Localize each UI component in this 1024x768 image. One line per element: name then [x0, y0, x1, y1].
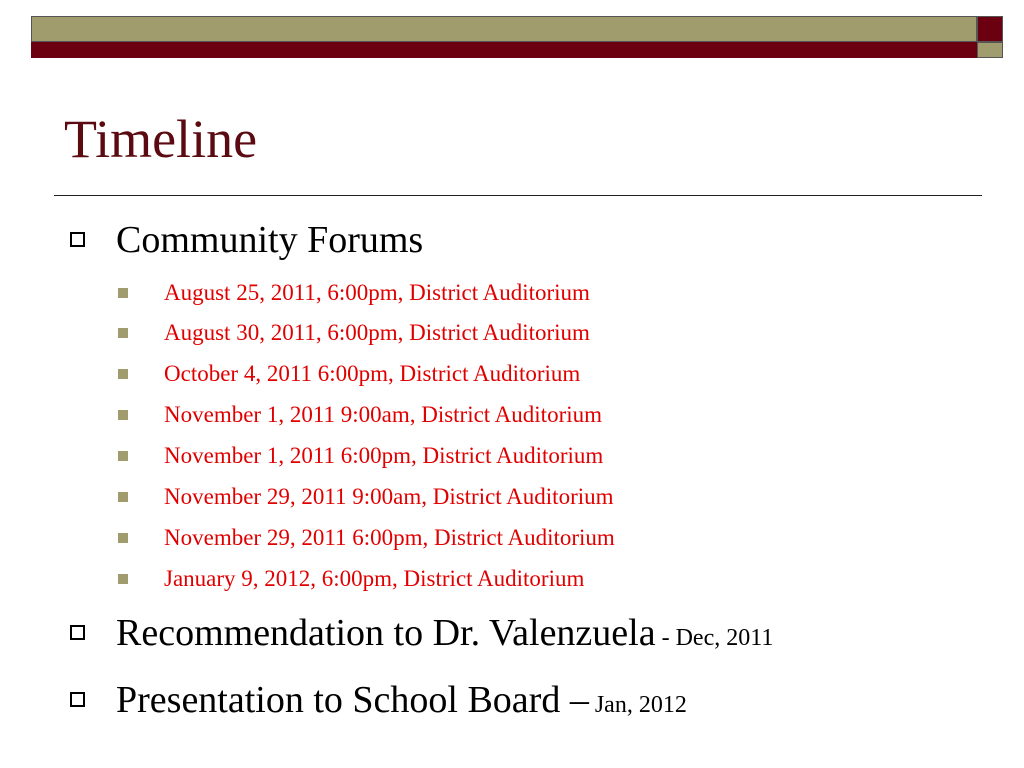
- bullet-note: - Dec, 2011: [655, 625, 774, 651]
- filled-square-bullet-icon: [118, 328, 128, 338]
- title-divider: [54, 195, 982, 196]
- filled-square-bullet-icon: [118, 410, 128, 420]
- header-square-top: [977, 16, 1003, 42]
- filled-square-bullet-icon: [118, 533, 128, 543]
- sub-bullet-text: January 9, 2012, 6:00pm, District Auditorium: [164, 566, 585, 591]
- header-bar-maroon: [31, 42, 977, 58]
- bullet-text: Community Forums: [116, 219, 424, 261]
- bullet-note: Jan, 2012: [588, 692, 687, 718]
- hollow-square-bullet-icon: [70, 692, 85, 707]
- hollow-square-bullet-icon: [70, 625, 85, 640]
- sub-bullet-text: November 1, 2011 9:00am, District Auditorium: [164, 402, 603, 427]
- slide-title: Timeline: [64, 109, 258, 169]
- hollow-square-bullet-icon: [70, 232, 85, 247]
- filled-square-bullet-icon: [118, 492, 128, 502]
- filled-square-bullet-icon: [118, 288, 128, 298]
- sub-bullet-text: November 1, 2011 6:00pm, District Auditorium: [164, 443, 604, 468]
- sub-bullet-text: August 25, 2011, 6:00pm, District Auditorium: [164, 280, 590, 305]
- filled-square-bullet-icon: [118, 369, 128, 379]
- header-bar-olive: [31, 16, 977, 42]
- bullet-text: Presentation to School Board –: [116, 679, 589, 721]
- bullet-text: Recommendation to Dr. Valenzuela: [116, 612, 656, 654]
- sub-bullet-text: August 30, 2011, 6:00pm, District Auditorium: [164, 320, 590, 345]
- header-square-bottom: [977, 42, 1003, 58]
- filled-square-bullet-icon: [118, 574, 128, 584]
- sub-bullet-text: November 29, 2011 9:00am, District Auditorium: [164, 484, 614, 509]
- sub-bullet-text: October 4, 2011 6:00pm, District Auditorium: [164, 361, 581, 386]
- sub-bullet-text: November 29, 2011 6:00pm, District Auditorium: [164, 525, 615, 550]
- filled-square-bullet-icon: [118, 451, 128, 461]
